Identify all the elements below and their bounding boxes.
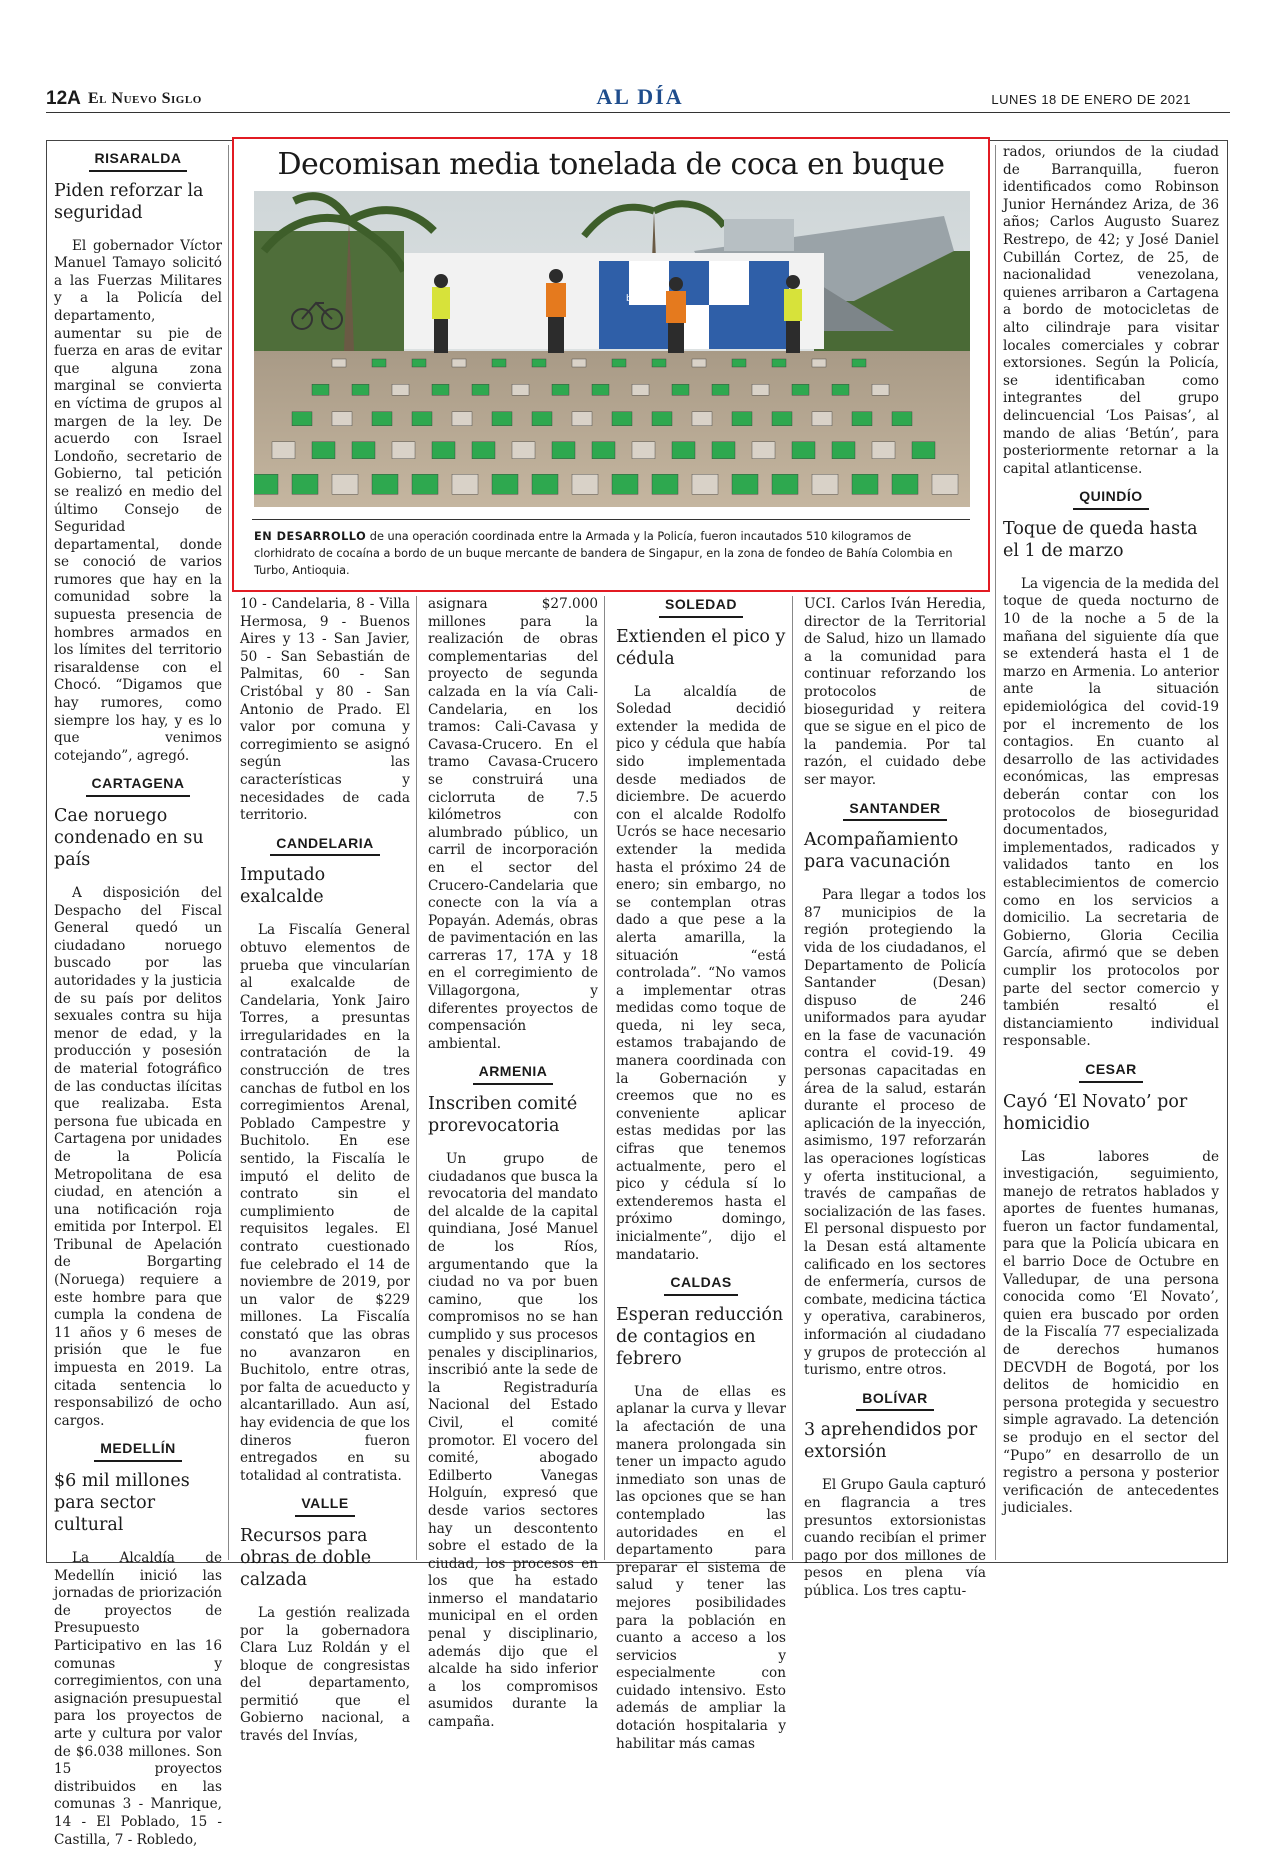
page-number: 12A bbox=[46, 88, 81, 109]
caption-lead: EN DESARROLLO bbox=[254, 530, 367, 543]
package-stack bbox=[512, 384, 529, 395]
article-headline: Inscriben comité prorevocatoria bbox=[428, 1094, 578, 1137]
section-tag: CANDELARIA bbox=[240, 835, 410, 857]
section-title: AL DÍA bbox=[596, 84, 684, 109]
article-body-continued: rados, oriundos de la ciudad de Barranquilla, fueron identificados como Robinson Junior Hernández Ariza, de 36 años; Carlos Augusto Suarez Restrepo, de 42; y José Daniel Cubillán Cortez, de 25, de nacionalidad venezolana, quienes arribaron a Cartagena a bordo de motocicletas de alto cilindraje para visitar locales comerciales y cobrar extorsiones. Según la Policía, se identificaban como integrantes del grupo delincuencial ‘Los Paisas’, al mando de alias ‘Betún’, para posteriormente retornar a la capital atlanticense. bbox=[1003, 144, 1219, 477]
section-tag: RISARALDA bbox=[54, 150, 222, 172]
article-body-continued: 10 - Candelaria, 8 - Villa Hermosa, 9 - Buenos Aires y 13 - San Javier, 50 - San Sebastián de Palmitas, 60 - San Cristóbal y 80 - San Antonio de Prado. El valor por comuna y corregimiento se asignó según las características y necesidades de cada territorio. bbox=[240, 596, 410, 824]
article-body: Las labores de investigación, seguimiento, manejo de retratos hablados y aportes de fuentes humanas, fueron un factor fundamental, para que la Policía ubicara en el barrio Doce de Octubre en Valledupar, de una persona conocida como ‘El Novato’, quien era buscado por orden de la Fiscalía 77 especializada de derechos humanos DECVDH de Bogotá, por los delitos de homicidio en persona protegida y secuestro simple agravado. La detención se produjo en el sector del “Pupo” en desarrollo de un registro a persona y posterior verificación de antecedentes judiciales. bbox=[1003, 1148, 1219, 1517]
article-body: La Fiscalía General obtuvo elementos de prueba que vincularían al exalcalde de Candelaria, Yonk Jairo Torres, a presuntas irregularidades en la contratación de la construcción de tres canchas de futbol en los corregimientos Arenal, Poblado Campestre y Buchitolo. En ese sentido, la Fiscalía le imputó el delito de contrato sin el cumplimiento de requisitos legales. El contrato cuestionado fue celebrado el 14 de noviembre de 2019, por un valor de $229 millones. La Fiscalía constató que las obras no avanzaron en Buchitolo, entre otras, por falta de acueducto y alcantarillado. Aun así, hay evidencia de que los dineros fueron entregados en su totalidad al contratista. bbox=[240, 922, 410, 1484]
section-tag: CESAR bbox=[1003, 1061, 1219, 1083]
package-stack bbox=[652, 359, 666, 367]
section-tag: SANTANDER bbox=[804, 800, 986, 822]
package-stack bbox=[812, 474, 838, 494]
package-stack bbox=[532, 474, 558, 494]
package-stack bbox=[672, 442, 695, 459]
package-stack bbox=[592, 442, 615, 459]
issue-date: LUNES 18 DE ENERO DE 2021 bbox=[991, 92, 1191, 107]
package-stack bbox=[752, 384, 769, 395]
column-6 bbox=[1003, 144, 1219, 1518]
article-body: La Alcaldía de Medellín inició las jornadas de priorización de proyectos de Presupuesto Participativo en las 16 comunas y corregimientos, con una asignación presupuestal para los proyectos de arte y cultura por valor de $6.038 millones. Son 15 proyectos distribuidos en las comunas 3 - Manrique, 14 - El Poblado, 15 - Castilla, 7 - Robledo, bbox=[54, 1550, 222, 1848]
package-stack bbox=[452, 412, 472, 426]
package-stack bbox=[532, 412, 552, 426]
section-tag: BOLÍVAR bbox=[804, 1390, 986, 1412]
package-stack bbox=[852, 359, 866, 367]
package-stack bbox=[632, 442, 655, 459]
package-stack bbox=[312, 384, 329, 395]
package-stack bbox=[652, 474, 678, 494]
package-stack bbox=[892, 474, 918, 494]
package-stack bbox=[392, 384, 409, 395]
section-tag: CALDAS bbox=[616, 1274, 786, 1296]
package-stack bbox=[772, 474, 798, 494]
article-body-continued: asignara $27.000 millones para la realización de obras complementarias del proyecto de segunda calzada en la vía Cali-Candelaria, en los tramos: Cali-Cavasa y Cavasa-Crucero. En el tramo Cavasa-Crucero se construirá una ciclorruta de 7.5 kilómetros con alumbrado público, un carril de incorporación en el sector del Crucero-Candelaria que conecte con la vía a Popayán. Además, obras de pavimentación en las carreras 17, 17A y 18 en el corregimiento de Villagorgona, y diferentes proyectos de compensación ambiental. bbox=[428, 596, 598, 1052]
package-stack bbox=[492, 359, 506, 367]
article-headline: Piden reforzar la seguridad bbox=[54, 180, 204, 223]
column-1 bbox=[54, 144, 222, 1849]
package-stack bbox=[692, 474, 718, 494]
package-stack bbox=[812, 412, 832, 426]
package-stack bbox=[492, 412, 512, 426]
package-stack bbox=[732, 412, 752, 426]
package-stack bbox=[532, 359, 546, 367]
article-headline: Acompañamiento para vacunación bbox=[804, 830, 959, 873]
section-tag: ARMENIA bbox=[428, 1063, 598, 1085]
article-body: La gestión realizada por la gobernadora Clara Luz Roldán y el bloque de congresistas del departamento, permitió que el Gobierno nacional, a través del Invías, bbox=[240, 1604, 410, 1745]
header-rule bbox=[46, 112, 1230, 113]
package-stack bbox=[612, 359, 626, 367]
package-stack bbox=[254, 474, 278, 494]
package-stack bbox=[292, 474, 318, 494]
package-stack bbox=[692, 412, 712, 426]
package-stack bbox=[512, 442, 535, 459]
package-stack bbox=[572, 359, 586, 367]
column-rule bbox=[604, 596, 605, 1560]
package-stack bbox=[352, 384, 369, 395]
package-stack bbox=[632, 384, 649, 395]
package-stack bbox=[272, 442, 295, 459]
package-stack bbox=[372, 359, 386, 367]
package-stack bbox=[552, 384, 569, 395]
caption-rule bbox=[252, 519, 970, 520]
article-headline: $6 mil millones para sector cultural bbox=[54, 1471, 190, 1535]
package-stack bbox=[372, 412, 392, 426]
package-stack bbox=[652, 412, 672, 426]
article-body: A disposición del Despacho del Fiscal General quedó un ciudadano noruego buscado por las autoridades y la justicia de su país por delitos sexuales contra su hija menor de edad, y la producción y posesión de material fotográfico de las conductas ilícitas que realizaba. Esta persona fue ubicada en Cartagena por unidades de la Policía Metropolitana de esa ciudad, en atención a una notificación roja emitida por Interpol. El Tribunal de Apelación de Borgarting (Noruega) requiere a este hombre para que cumpla la condena de 11 años y 6 meses de prisión que le fue impuesta en 2019. La citada sentencia lo responsabilizó de ocho cargos. bbox=[54, 885, 222, 1429]
article-body: La vigencia de la medida del toque de queda nocturno de 10 de la noche a 5 de la mañana del siguiente día que se extenderá hasta el 1 de marzo en Armenia. Lo anterior ante la situación epidemiológica del covid-19 por el incremento de los contagios. En cuanto al desarrollo de las actividades económicas, las empresas deberán contar con los protocolos de bioseguridad documentados, implementados, radicados y validados tanto en los establecimientos de comercio como en los servicios a domicilio. La secretaria de Gobierno, Gloria Cecilia García, afirmó que se deben cumplir los protocolos por parte del sector comercio y también resaltó el distanciamiento individual responsable. bbox=[1003, 575, 1219, 1050]
column-2 bbox=[240, 596, 410, 1746]
package-stack bbox=[432, 384, 449, 395]
article-headline: 3 aprehendidos por extorsión bbox=[804, 1420, 978, 1463]
package-stack bbox=[712, 442, 735, 459]
package-stack bbox=[912, 442, 935, 459]
package-stack bbox=[432, 442, 455, 459]
article-headline: Toque de queda hasta el 1 de marzo bbox=[1003, 518, 1198, 561]
package-stack bbox=[452, 359, 466, 367]
column-3 bbox=[428, 596, 598, 1732]
package-stack bbox=[852, 412, 872, 426]
article-headline: Esperan reducción de contagios en febrero bbox=[616, 1304, 784, 1369]
package-stack bbox=[392, 442, 415, 459]
package-stack bbox=[352, 442, 375, 459]
package-stack bbox=[612, 412, 632, 426]
article-headline: Recursos para obras de doble calzada bbox=[240, 1525, 372, 1590]
package-stack bbox=[452, 474, 478, 494]
column-rule bbox=[792, 596, 793, 1560]
column-4 bbox=[616, 596, 786, 1753]
package-stack bbox=[492, 474, 518, 494]
package-stack bbox=[412, 412, 432, 426]
package-stack bbox=[692, 359, 706, 367]
package-stack bbox=[332, 359, 346, 367]
section-tag: VALLE bbox=[240, 1495, 410, 1517]
article-headline: Extienden el pico y cédula bbox=[616, 626, 786, 669]
article-body-continued: UCI. Carlos Iván Heredia, director de la Territorial de Salud, hizo un llamado a la comunidad para continuar reforzando los protocolos de bioseguridad y reitera que se sigue en el pico de la pandemia. Por tal razón, el cuidado debe ser mayor. bbox=[804, 596, 986, 788]
article-body: El Grupo Gaula capturó en flagrancia a tres presuntos extorsionistas cuando recibían el primer pago por dos millones de pesos en plena vía pública. Los tres captu- bbox=[804, 1477, 986, 1599]
article-headline: Cayó ‘El Novato’ por homicidio bbox=[1003, 1091, 1188, 1134]
feature-photo bbox=[254, 191, 970, 507]
package-stack bbox=[812, 359, 826, 367]
package-stack bbox=[292, 412, 312, 426]
package-stack bbox=[792, 442, 815, 459]
package-stack bbox=[552, 442, 575, 459]
package-stack bbox=[792, 384, 809, 395]
article-body: Para llegar a todos los 87 municipios de la región protegiendo la vida de los ciudadanos, el Departamento de Policía Santander (Desan) dispuso de 246 uniformados para ayudar en la fase de vacunación contra el covid-19. 49 personas capacitadas en área de la salud, estarán durante el proceso de aplicación de la inyección, asimismo, 197 reforzarán las operaciones logísticas y oferta institucional, a través de campañas de socialización de las fases. El personal dispuesto por la Desan está altamente calificado en los sectores de enfermería, cursos de combate, medicina táctica y operativa, carabineros, información al ciudadano y grupos de protección al turismo, entre otros. bbox=[804, 887, 986, 1379]
article-body: Un grupo de ciudadanos que busca la revocatoria del mandato del alcalde de la capital quindiana, José Manuel de los Ríos, argumentando que la ciudad no va por buen camino, que los compromisos no se han cumplido y sus procesos penales y disciplinarios, inscribió ante la sede de la Registraduría Nacional del Estado Civil, el comité promotor. El vocero del comité, abogado Edilberto Vanegas Holguín, expresó que desde varios sectores hay un descontento sobre el estado de la ciudad, los procesos en los que ha estado inmerso el mandatario municipal en el orden penal y disciplinario, además dijo que el alcalde ha sido inferior a los compromisos asumidos durante la campaña. bbox=[428, 1151, 598, 1731]
column-rule bbox=[995, 145, 996, 1560]
article-body: Una de ellas es aplanar la curva y llevar la afectación de una manera prolongada sin tener un impacto agudo inmediato son unas de las opciones que se han contemplado las autoridades en el departamento para preparar el sistema de salud y tener las mejores posibilidades para la población en cuanto a acceso a los servicios y especialmente con cuidado intensivo. Esto además de ampliar la dotación hospitalaria y habilitar más camas bbox=[616, 1383, 786, 1752]
package-stack bbox=[372, 474, 398, 494]
package-stack bbox=[872, 384, 889, 395]
package-stack bbox=[772, 412, 792, 426]
column-5 bbox=[804, 596, 986, 1601]
seizure-photo-illustration bbox=[254, 191, 970, 507]
package-stack bbox=[332, 474, 358, 494]
package-stack bbox=[832, 384, 849, 395]
package-stack bbox=[672, 384, 689, 395]
package-stack bbox=[412, 474, 438, 494]
package-stack bbox=[732, 359, 746, 367]
article-body: La alcaldía de Soledad decidió extender la medida de pico y cédula que había sido implementada desde mediados de diciembre. De acuerdo con el alcalde Rodolfo Ucrós se hace necesario extender la medida hasta el próximo 24 de enero; sin embargo, no se contemplan otras dado a que pese a la alerta amarilla, la situación “está controlada”. “No vamos a implementar otras medidas como toque de queda, ni ley seca, estamos trabajando de manera coordinada con la Gobernación y creemos que no es conveniente aplicar estas medidas por las cifras que tenemos actualmente, pero el pico y cédula sí lo extenderemos hasta el próximo domingo, inicialmente”, dijo el mandatario. bbox=[616, 683, 786, 1263]
photo-caption bbox=[254, 528, 970, 579]
package-stack bbox=[732, 474, 758, 494]
package-stack bbox=[472, 384, 489, 395]
package-stack bbox=[772, 359, 786, 367]
column-rule bbox=[416, 596, 417, 1560]
newspaper-name: El Nuevo Siglo bbox=[88, 90, 202, 107]
section-tag: QUINDÍO bbox=[1003, 488, 1219, 510]
caption-text: de una operación coordinada entre la Armada y la Policía, fueron incautados 510 kilogramos de clorhidrato de cocaína a bordo de un buque mercante de bandera de Singapur, en la zona de fondeo de Bahía Colombia en Turbo, Antioquia. bbox=[254, 530, 953, 577]
package-stack bbox=[312, 442, 335, 459]
article-headline: Imputado exalcalde bbox=[240, 865, 326, 908]
article-headline: Cae noruego condenado en su país bbox=[54, 806, 204, 870]
package-stack bbox=[612, 474, 638, 494]
package-stack bbox=[572, 474, 598, 494]
package-stack bbox=[592, 384, 609, 395]
article-body: El gobernador Víctor Manuel Tamayo solicitó a las Fuerzas Militares y a la Policía del departamento, aumentar su pie de fuerza en aras de evitar que alguna zona marginal se convierta en víctima de grupos al margen de la ley. De acuerdo con Israel Londoño, secretario de Gobierno, tal petición se realizó en medio del último Consejo de Seguridad departamental, donde se conoció de varios rumores que hay en la comunidad sobre la supuesta presencia de hombres armados en los límites del territorio risaraldense con el Chocó. “Digamos que hay rumores, como siempre los hay, y es lo que venimos cotejando”, agregó. bbox=[54, 237, 222, 764]
package-stack bbox=[892, 412, 912, 426]
package-stack bbox=[852, 474, 878, 494]
section-tag: MEDELLÍN bbox=[54, 1440, 222, 1462]
section-tag: SOLEDAD bbox=[616, 596, 786, 618]
package-stack bbox=[472, 442, 495, 459]
package-stack bbox=[872, 442, 895, 459]
package-stack bbox=[832, 442, 855, 459]
column-rule bbox=[228, 145, 229, 1560]
package-stack bbox=[712, 384, 729, 395]
package-stack bbox=[572, 412, 592, 426]
package-stack bbox=[412, 359, 426, 367]
package-stack bbox=[332, 412, 352, 426]
section-tag: CARTAGENA bbox=[54, 775, 222, 797]
feature-headline: Decomisan media tonelada de coca en buque bbox=[277, 147, 945, 182]
feature-article bbox=[232, 137, 990, 592]
package-stack bbox=[932, 474, 958, 494]
package-stack bbox=[752, 442, 775, 459]
banner-text: bandera bbox=[626, 294, 664, 304]
